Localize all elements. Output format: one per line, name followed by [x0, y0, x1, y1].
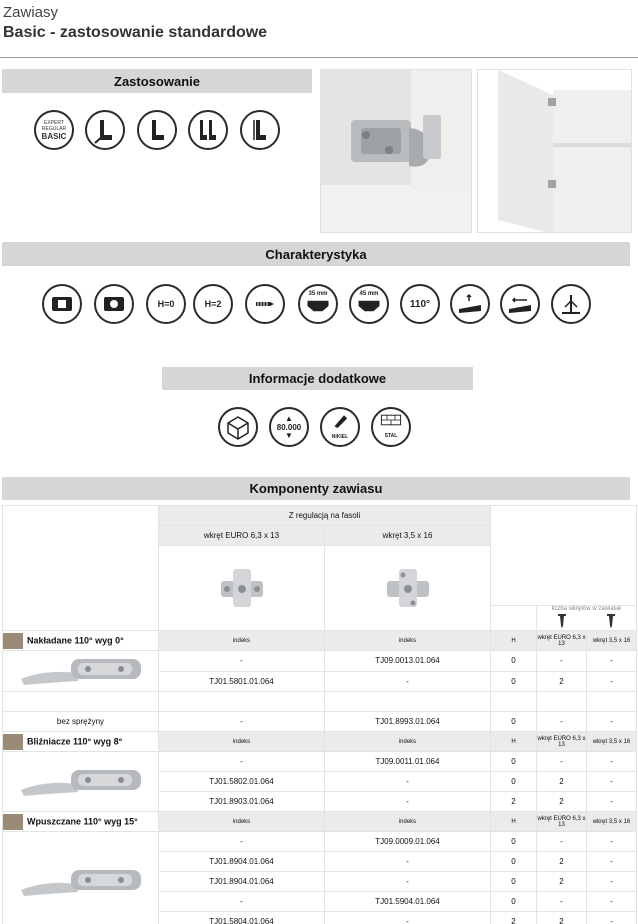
screw-35-count: - [587, 832, 637, 852]
h-value: 0 [491, 892, 537, 912]
indeks-label: indeks [159, 631, 325, 651]
s35-index: - [325, 671, 491, 692]
euro-index: - [159, 651, 325, 672]
h2-label: H=2 [204, 298, 222, 309]
screw-euro-count: - [537, 892, 587, 912]
hinge-image [3, 752, 159, 812]
group-name [3, 732, 159, 752]
header-divider [0, 57, 638, 58]
screw-35-label: wkręt 3,5 x 16 [587, 812, 637, 832]
nickel-label: NIKIEL [331, 434, 349, 440]
group-name [3, 631, 159, 651]
spacer-cell [537, 692, 587, 712]
group-header-row [3, 732, 637, 752]
section-zastosowanie [2, 69, 312, 93]
h-value: 2 [491, 792, 537, 812]
s35-index: - [325, 872, 491, 892]
angle-label: 110° [409, 298, 431, 310]
side-adjust-icon [500, 284, 540, 324]
h-value: 2 [491, 912, 537, 924]
group-swatch [3, 734, 23, 750]
screw-mount-icon [245, 284, 285, 324]
screw-euro-count: - [537, 651, 587, 672]
euro-index: TJ01.8904.01.064 [159, 872, 325, 892]
screw-35-count: - [587, 671, 637, 692]
indeks-label: indeks [325, 732, 491, 752]
section-title: Zastosowanie [114, 73, 200, 89]
euro-index: - [159, 892, 325, 912]
h-value: 0 [491, 772, 537, 792]
euro-index: - [159, 712, 325, 732]
screw-euro-icon [558, 614, 566, 630]
screw-euro-count: - [537, 832, 587, 852]
h-label: H [491, 631, 537, 651]
section-title: Informacje dodatkowe [248, 371, 387, 386]
overlay-door-icon [85, 110, 125, 150]
table-row [3, 752, 637, 772]
euro-index: TJ01.5802.01.064 [159, 772, 325, 792]
screw-35-count: - [587, 651, 637, 672]
indeks-label: indeks [325, 812, 491, 832]
euro-index: TJ01.8904.01.064 [159, 852, 325, 872]
screw-euro-count: 2 [537, 912, 587, 924]
group-name-text: Nakładane 110° wyg 0° [27, 634, 124, 645]
spacer-cell [325, 692, 491, 712]
s35-index: - [325, 792, 491, 812]
h-value: 0 [491, 832, 537, 852]
s35-index: - [325, 772, 491, 792]
h-label: H [491, 732, 537, 752]
screw-euro-label: wkręt EURO 6,3 x 13 [537, 812, 587, 832]
s35-index: TJ09.0011.01.064 [325, 752, 491, 772]
group-header: Z regulacją na fasoli [159, 506, 491, 526]
screw-35-count: - [587, 872, 637, 892]
group-swatch [3, 814, 23, 830]
group-swatch [3, 633, 23, 649]
spacer-cell [587, 692, 637, 712]
s35-index: TJ01.8993.01.064 [325, 712, 491, 732]
cycles-label: 80.000 [276, 422, 302, 432]
col-35-header: wkręt 3,5 x 16 [325, 526, 491, 546]
empty-top-right [491, 506, 637, 606]
section-title: Komponenty zawiasu [249, 481, 383, 496]
s35-index: TJ01.5904.01.064 [325, 892, 491, 912]
group-name [3, 812, 159, 832]
inset-door-icon [240, 110, 280, 150]
spacer-cell [159, 692, 325, 712]
half-overlay-icon [137, 110, 177, 150]
group-name-text: Bliźniacze 110° wyg 8° [27, 735, 123, 746]
section-title: Charakterystyka [265, 246, 367, 262]
group-header-row [3, 812, 637, 832]
h-value: 0 [491, 651, 537, 672]
height-adjust-icon [551, 284, 591, 324]
screws-count-header [537, 606, 637, 631]
cabinet-photo [477, 69, 632, 233]
group-name-text: Wpuszczane 110° wyg 15° [27, 815, 138, 826]
euro-index: TJ01.5801.01.064 [159, 671, 325, 692]
cup-35mm-icon [298, 284, 338, 324]
depth-adjust-icon [450, 284, 490, 324]
table-row [3, 712, 637, 732]
opening-angle-icon [400, 284, 440, 324]
steel-material-icon [371, 407, 411, 447]
screw-euro-count: 2 [537, 872, 587, 892]
indeks-label: indeks [159, 732, 325, 752]
basic-line1: EXPERT [44, 119, 64, 126]
screw-35-label: wkręt 3,5 x 16 [587, 732, 637, 752]
screw-35-count: - [587, 752, 637, 772]
screw-35-count: - [587, 852, 637, 872]
screw-35-count: - [587, 912, 637, 924]
height-zero-icon [146, 284, 186, 324]
screw-35-count: - [587, 712, 637, 732]
h-value: 0 [491, 671, 537, 692]
section-informacje [162, 367, 473, 390]
h0-label: H=0 [157, 298, 175, 309]
mm35-label: 35 mm [308, 291, 328, 297]
screw-euro-count: 2 [537, 792, 587, 812]
s35-index: TJ09.0013.01.064 [325, 651, 491, 672]
screw-35-label: wkręt 3,5 x 16 [587, 631, 637, 651]
s35-index: - [325, 912, 491, 924]
h-label: H [491, 812, 537, 832]
group-header-row [3, 631, 637, 651]
package-icon [218, 407, 258, 447]
mm45-label: 45 mm [359, 291, 379, 297]
screw-35-count: - [587, 772, 637, 792]
spacer-cell [491, 692, 537, 712]
h-value: 0 [491, 712, 537, 732]
mounting-plate-35-image [325, 546, 491, 631]
table-row [3, 651, 637, 672]
spacer-cell [3, 692, 159, 712]
screw-euro-count: 2 [537, 772, 587, 792]
hinge-photo [320, 69, 472, 233]
screw-euro-count: - [537, 712, 587, 732]
basic-level-icon [34, 110, 74, 150]
euro-index: - [159, 832, 325, 852]
basic-line2: REGULAR [41, 125, 67, 132]
cycles-icon: ▲ 80.000 ▼ [269, 407, 309, 447]
indeks-label: indeks [159, 812, 325, 832]
empty-corner [3, 506, 159, 631]
screw-35-count: - [587, 792, 637, 812]
table-row [3, 832, 637, 852]
screw-35-count: - [587, 892, 637, 912]
euro-index: - [159, 752, 325, 772]
euro-index: TJ01.5804.01.064 [159, 912, 325, 924]
s35-index: TJ09.0009.01.064 [325, 832, 491, 852]
hinge-image [3, 651, 159, 692]
screw-35-icon [607, 614, 615, 630]
h-value: 0 [491, 752, 537, 772]
basic-line3: BASIC [41, 131, 67, 141]
twin-door-icon [188, 110, 228, 150]
screw-euro-label: wkręt EURO 6,3 x 13 [537, 732, 587, 752]
section-komponenty [2, 477, 630, 500]
nickel-finish-icon [320, 407, 360, 447]
section-charakterystyka [2, 242, 630, 266]
screw-euro-count: 2 [537, 852, 587, 872]
mounting-plate-euro-image [159, 546, 325, 631]
h-value: 0 [491, 852, 537, 872]
page-title: Basic - zastosowanie standardowe [3, 24, 268, 41]
screws-header-label: liczba wkrętów w zawiasie [551, 606, 622, 612]
height-two-icon [193, 284, 233, 324]
cup-45mm-icon [349, 284, 389, 324]
components-table [2, 505, 637, 924]
screw-euro-label: wkręt EURO 6,3 x 13 [537, 631, 587, 651]
s35-index: - [325, 852, 491, 872]
euro-index: TJ01.8903.01.064 [159, 792, 325, 812]
indeks-label: indeks [325, 631, 491, 651]
h-value: 0 [491, 872, 537, 892]
empty-h-header [491, 606, 537, 631]
page-category: Zawiasy [3, 4, 59, 21]
steel-label: STAL [384, 433, 398, 439]
screw-euro-count: 2 [537, 671, 587, 692]
clip-on-icon [94, 284, 134, 324]
spacer-row [3, 692, 637, 712]
variant-label: bez sprężyny [3, 712, 159, 732]
screw-euro-count: - [537, 752, 587, 772]
hinge-image [3, 832, 159, 924]
soft-close-icon [42, 284, 82, 324]
col-euro-header: wkręt EURO 6,3 x 13 [159, 526, 325, 546]
